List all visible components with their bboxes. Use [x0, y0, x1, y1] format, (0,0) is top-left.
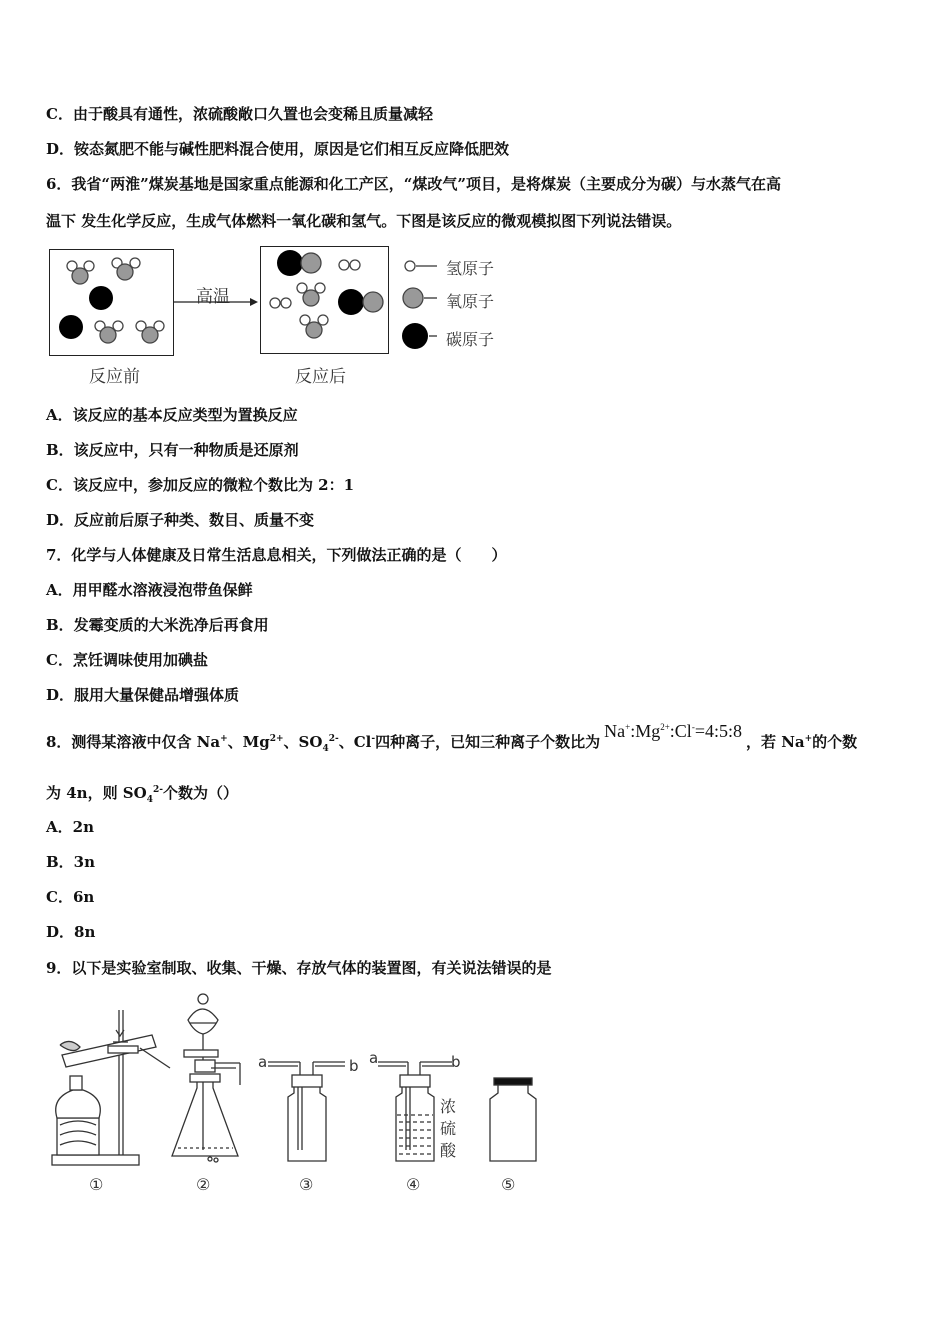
- port-a-label: a: [258, 1053, 268, 1071]
- after-caption: 反应后: [295, 367, 346, 387]
- port-b-label: b: [349, 1057, 359, 1075]
- legend-carbon: 碳原子: [446, 330, 495, 349]
- q8-stem-line1: 8．测得某溶液中仅含 Na+、$Mg^{2+}$、$SO_4^{2-}$、Cl-四种离子，已知三种离子个数比为$Na^+:Mg^{2+}:Cl^-=4:5:8$，若 Na+的个数: [46, 721, 858, 754]
- q6-option-b: B．该反应中，只有一种物质是还原剂: [46, 441, 299, 459]
- before-caption: 反应前: [89, 367, 140, 387]
- conical-flask-apparatus: [172, 994, 240, 1162]
- q8-stem-line2: 为 4n，则 $SO_4^{2-}$个数为（）: [46, 784, 238, 805]
- q7-option-a: A．用甲醛水溶液浸泡带鱼保鲜: [46, 581, 253, 599]
- apparatus-label-5: ⑤: [501, 1175, 516, 1194]
- q7-option-b: B．发霉变质的大米洗净后再食用: [46, 616, 269, 634]
- port-a-label: a: [369, 1049, 379, 1067]
- q7-option-d: D．服用大量保健品增强体质: [46, 686, 240, 704]
- q6-option-d: D．反应前后原子种类、数目、质量不变: [46, 511, 315, 529]
- q8-option-c: C．6n: [46, 888, 95, 906]
- q7-option-c: C．烹饪调味使用加碘盐: [46, 651, 208, 669]
- apparatus-label-3: ③: [299, 1175, 314, 1194]
- ion-ratio-formula: $Na^+:Mg^{2+}:Cl^-=4:5:8$: [604, 721, 742, 741]
- q7-stem: 7．化学与人体健康及日常生活息息相关，下列做法正确的是（ ）: [46, 546, 507, 564]
- apparatus-label-1: ①: [89, 1175, 104, 1194]
- port-b-label: b: [451, 1053, 461, 1071]
- gas-washing-bottle-empty: [268, 1062, 345, 1161]
- q9-stem: 9．以下是实验室制取、收集、干燥、存放气体的装置图，有关说法错误的是: [46, 959, 552, 977]
- q8-option-a: A．2n: [46, 818, 94, 836]
- acid-label-3: 酸: [440, 1141, 457, 1160]
- apparatus-label-2: ②: [196, 1175, 211, 1194]
- q8-option-d: D．8n: [46, 923, 96, 941]
- storage-bottle: [490, 1078, 536, 1161]
- q6-stem-line1: 6．我省“两淮”煤炭基地是国家重点能源和化工产区，“煤改气”项目，是将煤炭（主要成分为碳）与水蒸气在高: [46, 175, 781, 193]
- q6-stem-line2: 温下 发生化学反应，生成气体燃料一氧化碳和氢气。下图是该反应的微观模拟图下列说法错误。: [46, 212, 682, 230]
- legend-oxygen: 氧原子: [446, 292, 495, 311]
- heating-apparatus: [52, 1010, 170, 1165]
- apparatus-label-4: ④: [406, 1175, 421, 1194]
- arrow-label: 高温: [196, 287, 230, 307]
- q5-option-c: C．由于酸具有通性，浓硫酸敞口久置也会变稀且质量减轻: [46, 105, 433, 123]
- q8-option-b: B．3n: [46, 853, 96, 871]
- q5-option-d: D．铵态氮肥不能与碱性肥料混合使用，原因是它们相互反应降低肥效: [46, 140, 510, 158]
- acid-label-2: 硫: [440, 1119, 457, 1138]
- q6-option-c: C．该反应中，参加反应的微粒个数比为 2：1: [46, 476, 355, 494]
- acid-label-1: 浓: [440, 1097, 457, 1116]
- legend-hydrogen: 氢原子: [446, 259, 495, 278]
- q6-option-a: A．该反应的基本反应类型为置换反应: [46, 406, 298, 424]
